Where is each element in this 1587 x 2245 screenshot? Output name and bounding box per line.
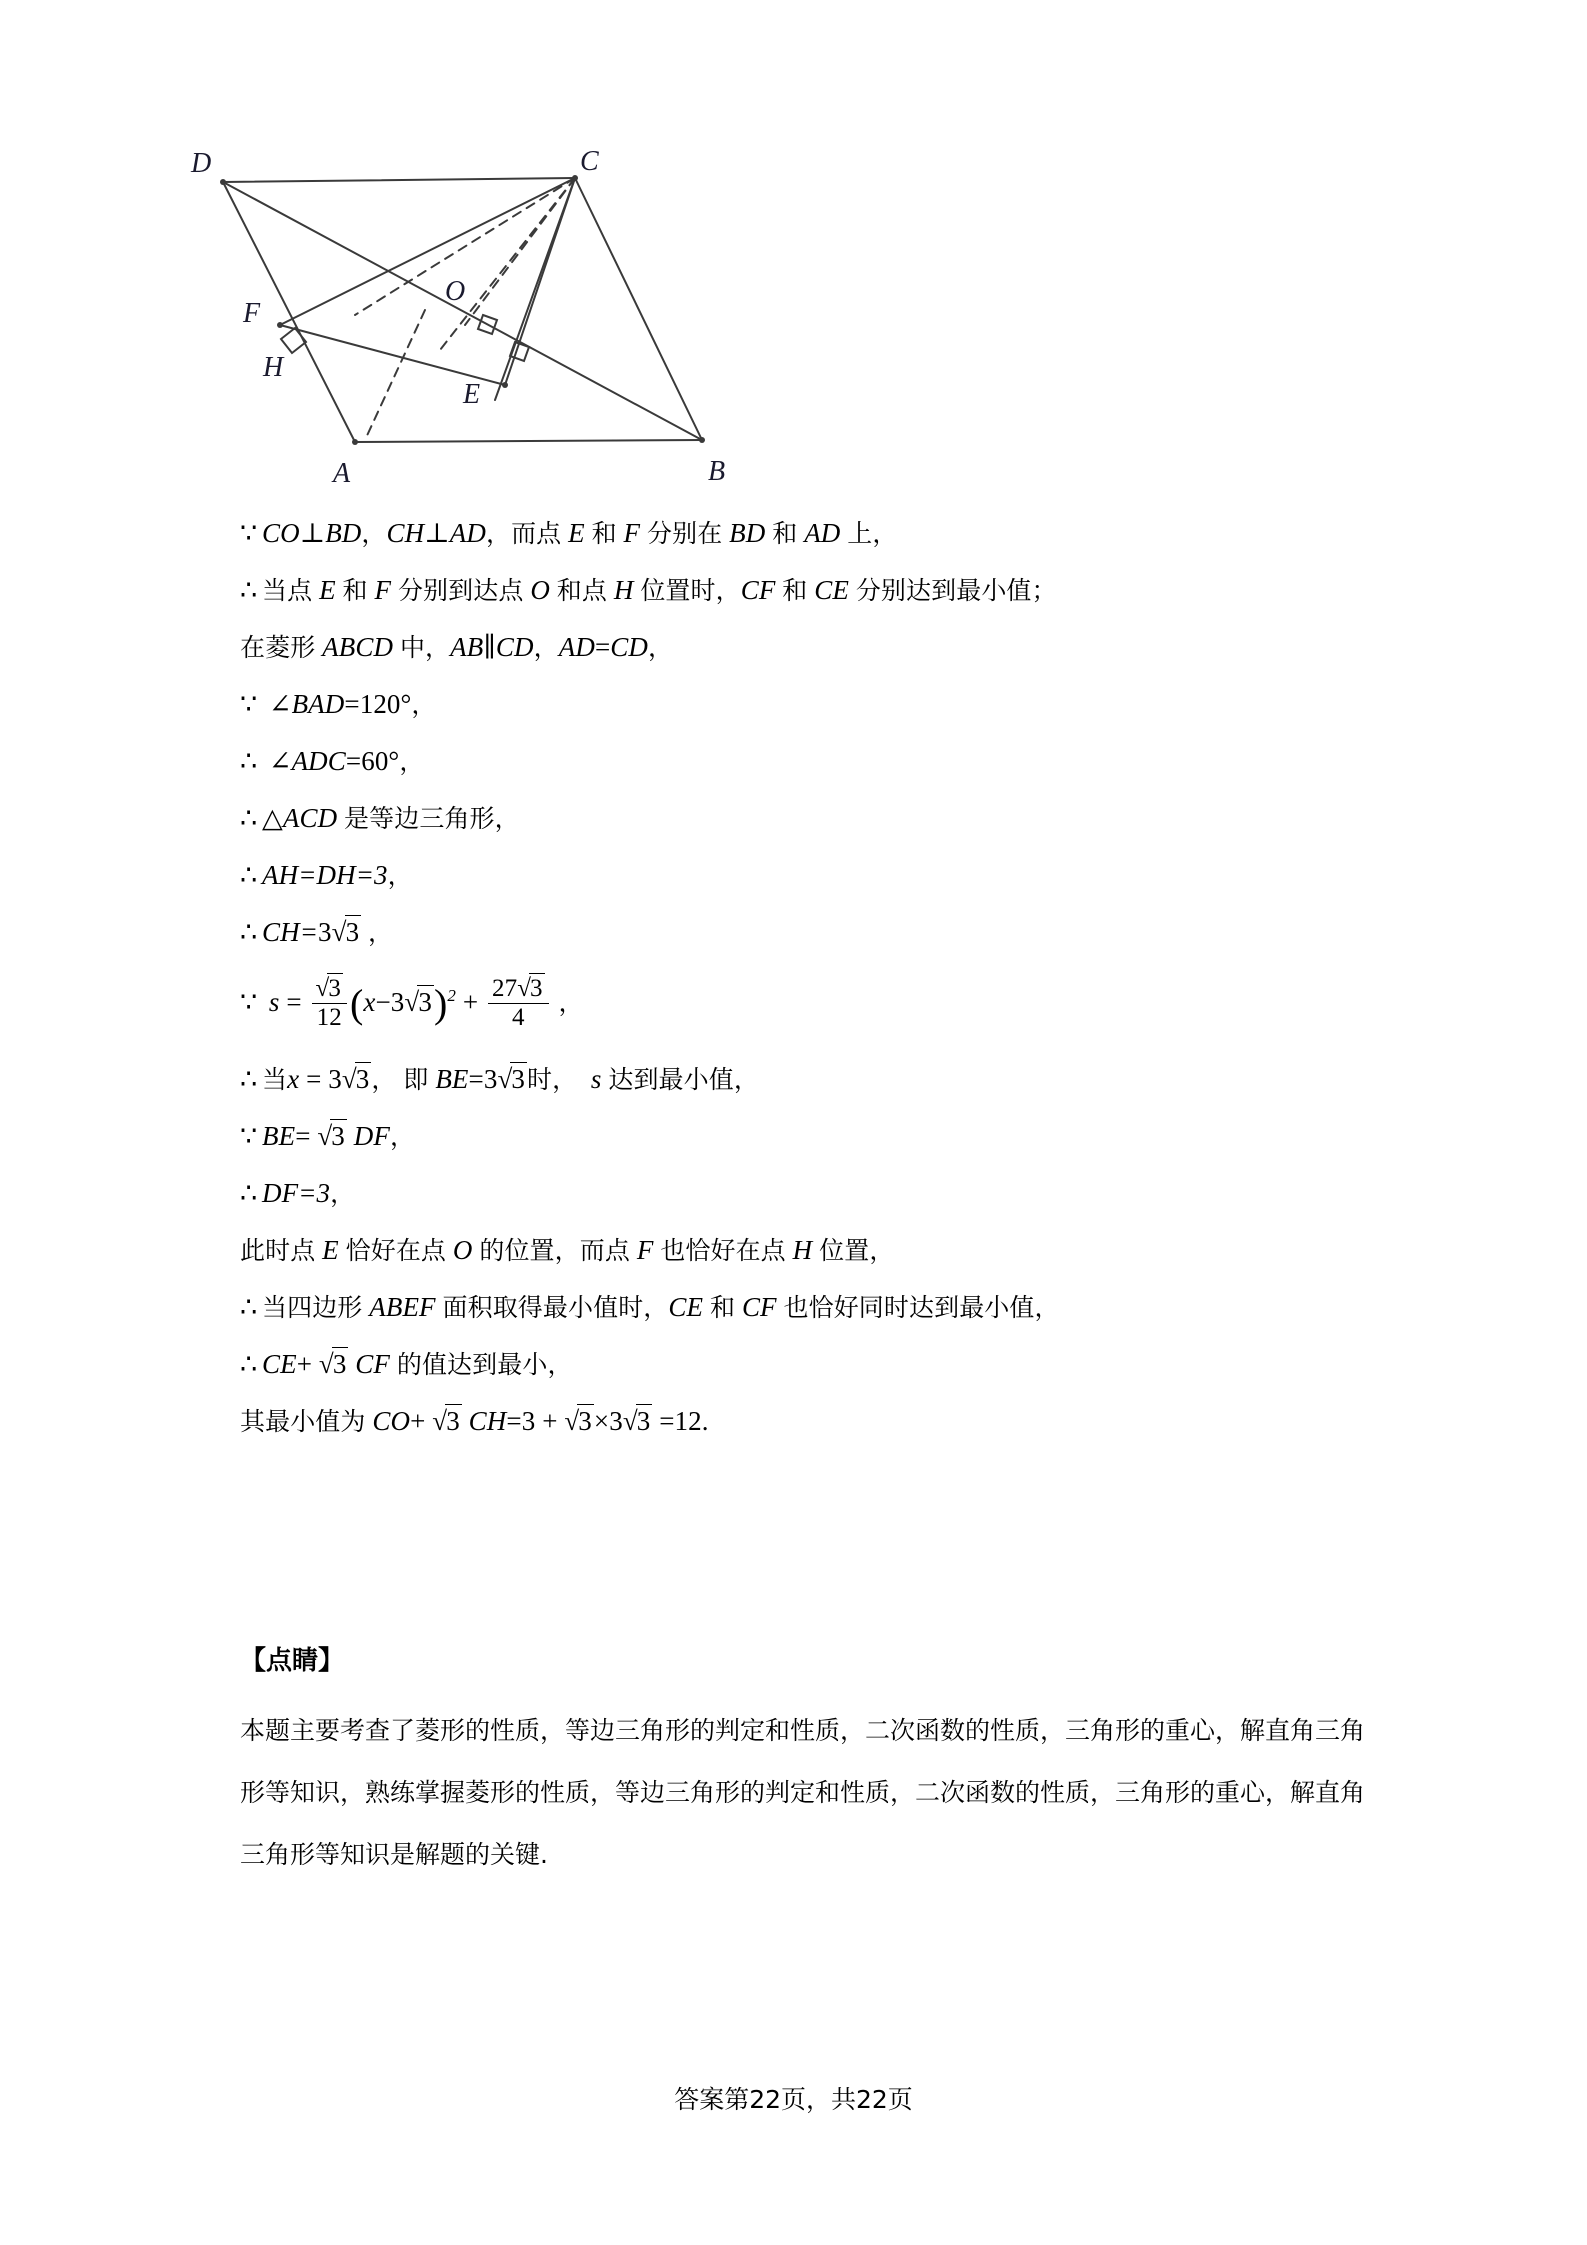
text-6: 和	[782, 576, 808, 605]
comma-1: ，	[533, 633, 559, 662]
fraction-numerator	[488, 976, 549, 1003]
triangle-ACD: ACD	[282, 803, 338, 833]
sqrt-3-num	[316, 976, 343, 1002]
variable-x: x	[287, 1063, 300, 1094]
because-symbol: ∵	[240, 518, 258, 548]
text-2: 和	[591, 519, 617, 548]
proof-line-5	[240, 748, 1350, 775]
radical-sign: √	[497, 1063, 513, 1094]
angle-symbol: ∠	[268, 689, 292, 719]
term-CF: CF	[355, 1348, 390, 1379]
text-2: 和	[342, 576, 368, 605]
text-2: 中，	[399, 633, 451, 662]
figure-label-D: D	[191, 150, 212, 179]
point-F: F	[374, 575, 392, 605]
text-3: 时，	[526, 1064, 578, 1094]
tips-body: 本题主要考查了菱形的性质，等边三角形的判定和性质，二次函数的性质，三角形的重心，解直角三角形等知识，熟练掌握菱形的性质，等边三角形的判定和性质，二次函数的性质，三角形的重心，解直角三角形等知识是解题的关键.	[240, 1716, 1366, 1869]
result-12: =12.	[659, 1405, 709, 1436]
term-BE: BE	[262, 1120, 296, 1151]
term-CH-equals: CH=	[262, 917, 319, 947]
proof-line-6	[240, 805, 1350, 832]
text-5: 上，	[847, 519, 898, 548]
radicand: 3	[355, 1063, 370, 1094]
radical-sign: √	[517, 975, 532, 1002]
variable-s: s	[268, 987, 280, 1018]
sqrt-3-inner	[404, 989, 434, 1016]
term-AD: AD	[449, 518, 486, 548]
proof-line-7	[240, 862, 1350, 889]
term-CD: CD	[495, 632, 534, 662]
text-4: 达到最小值，	[608, 1064, 759, 1094]
triangle-symbol: △	[262, 803, 283, 833]
sqrt-3-b	[497, 1063, 527, 1094]
comma: ，	[558, 988, 584, 1018]
fraction-denominator: 12	[312, 1003, 347, 1031]
text-1: 在菱形	[240, 633, 316, 662]
term-AD: AD	[558, 632, 595, 662]
plus-sign-1: +	[410, 1405, 426, 1436]
point-H: H	[613, 575, 634, 605]
point-E: E	[322, 1234, 339, 1265]
fraction-sqrt3-over-12	[312, 976, 347, 1032]
segment-DC	[223, 178, 575, 182]
text: 的值达到最小，	[396, 1349, 573, 1379]
term-CE: CE	[668, 1291, 704, 1322]
quad-ABEF: ABEF	[369, 1291, 436, 1322]
proof-line-2	[240, 577, 1350, 604]
comma-1: ，	[361, 519, 387, 548]
comma: ，	[387, 861, 413, 890]
text-4: 和点	[556, 576, 607, 605]
text-3: 的位置，而点	[479, 1235, 630, 1265]
term-AB: AB	[450, 632, 484, 662]
text: 是等边三角形，	[344, 804, 520, 833]
coefficient-3: 3	[328, 1063, 342, 1094]
equals: =	[286, 987, 302, 1018]
proof-line-10	[240, 1063, 1350, 1094]
text-1: 当	[262, 1064, 288, 1094]
term-AD-2: AD	[804, 518, 841, 548]
therefore-symbol: ∴	[240, 1291, 258, 1322]
comma: ，	[389, 1121, 416, 1151]
text-4: 也恰好在点	[660, 1235, 786, 1265]
text-7: 分别达到最小值；	[855, 576, 1057, 605]
because-symbol: ∵	[240, 1120, 258, 1151]
text-4: 和	[772, 519, 798, 548]
text-3: 和	[709, 1292, 736, 1322]
figure-label-B: B	[708, 456, 726, 487]
equals-3: =3	[506, 1405, 536, 1436]
proof-line-8	[240, 919, 1350, 946]
plus-sign: +	[462, 987, 479, 1018]
radicand: 3	[530, 975, 543, 1002]
term-CO: CO	[262, 518, 300, 548]
comma-2: ，	[485, 519, 512, 548]
term-BD-2: BD	[729, 518, 766, 548]
term-ABCD: ABCD	[322, 632, 394, 662]
point-E: E	[319, 575, 336, 605]
dashed-inner	[440, 178, 575, 350]
figure-label-E: E	[463, 379, 481, 410]
term-CH: CH	[386, 518, 425, 548]
term-CF: CF	[740, 575, 776, 605]
variable-x: x	[363, 987, 376, 1018]
page-footer: 答案第22页，共22页	[674, 2085, 913, 2114]
radical-sign: √	[317, 1120, 333, 1151]
because-symbol: ∵	[240, 689, 258, 719]
text-4: 也恰好同时达到最小值，	[783, 1292, 1060, 1322]
sqrt-3-num2	[517, 976, 544, 1002]
paren-close: )	[433, 981, 448, 1027]
term-BD: BD	[325, 518, 362, 548]
term-BE: BE	[435, 1063, 469, 1094]
proof-line-3	[240, 634, 1350, 661]
point-F: F	[623, 518, 641, 548]
figure-label-H: H	[263, 352, 284, 383]
coefficient: 3	[318, 917, 332, 947]
equals: =	[594, 632, 611, 662]
minus-sign: −	[375, 987, 391, 1018]
text-3: 分别在	[647, 519, 723, 548]
sqrt-3-b	[564, 1405, 594, 1436]
sqrt-3-a	[341, 1063, 372, 1094]
point-O: O	[452, 1234, 473, 1265]
fraction-denominator: 4	[488, 1003, 549, 1031]
proof-line-9-formula	[240, 976, 1350, 1032]
text-1: 当四边形	[262, 1292, 363, 1322]
radical-sign: √	[341, 1063, 357, 1094]
equals: =	[306, 1063, 322, 1094]
term-CE: CE	[814, 575, 849, 605]
sqrt-3	[332, 919, 362, 946]
variable-s: s	[590, 1063, 602, 1094]
segment-CB	[575, 178, 702, 440]
proof-line-1	[240, 520, 1350, 547]
radical-sign: √	[564, 1405, 580, 1436]
angle-ADC: ADC	[291, 746, 346, 776]
radical-sign: √	[331, 917, 347, 947]
comma-1: ，	[371, 1064, 397, 1094]
proof-line-11	[240, 1120, 1350, 1151]
equation-AH-DH: AH=DH=3	[262, 860, 388, 890]
therefore-symbol: ∴	[240, 575, 258, 605]
angle-symbol: ∠	[268, 746, 292, 776]
segment-BA	[355, 440, 702, 442]
text-3: 分别到达点	[397, 576, 524, 605]
plus-sign-2: +	[542, 1405, 558, 1436]
angle-ADC-value: =60°	[345, 746, 400, 776]
proof-body	[240, 520, 1350, 1465]
term-CH: CH	[468, 1405, 507, 1436]
comma: ，	[399, 747, 425, 776]
text-1: 而点	[511, 519, 562, 548]
fraction-27sqrt3-over-4	[488, 976, 549, 1032]
coefficient-27: 27	[492, 975, 518, 1002]
dashed-AO	[365, 310, 425, 440]
equals: =	[295, 1120, 311, 1151]
segment-FE	[280, 325, 505, 385]
radicand: 3	[636, 1405, 651, 1436]
radicand: 3	[418, 987, 432, 1018]
radical-sign: √	[318, 1348, 334, 1379]
radicand: 3	[578, 1405, 592, 1436]
plus-sign: +	[296, 1348, 313, 1379]
term-CE: CE	[262, 1348, 297, 1379]
text-1: 其最小值为	[240, 1406, 366, 1436]
proof-line-4	[240, 691, 1350, 718]
therefore-symbol: ∴	[240, 746, 258, 776]
proof-line-15	[240, 1348, 1350, 1379]
radicand: 3	[446, 1405, 460, 1436]
radical-sign: √	[622, 1405, 638, 1436]
radicand: 3	[331, 1120, 345, 1151]
because-symbol: ∵	[240, 987, 258, 1018]
sqrt-3-a	[432, 1405, 462, 1436]
proof-line-16	[240, 1405, 1350, 1436]
comma: ，	[411, 690, 437, 719]
comma-2: ，	[647, 633, 674, 662]
term-CD-2: CD	[610, 632, 648, 662]
term-DF: DF	[353, 1120, 390, 1151]
coefficient-3: 3	[390, 987, 405, 1018]
therefore-symbol: ∴	[240, 1177, 258, 1208]
therefore-symbol: ∴	[240, 860, 258, 890]
term-CF: CF	[741, 1291, 777, 1322]
point-F: F	[636, 1234, 654, 1265]
term-CO: CO	[372, 1405, 411, 1436]
fraction-numerator	[312, 976, 347, 1003]
figure-label-A: A	[333, 458, 351, 489]
proof-line-13	[240, 1234, 1350, 1265]
text-2: 面积取得最小值时，	[442, 1292, 669, 1322]
geometry-figure	[175, 150, 815, 500]
radical-sign: √	[404, 987, 420, 1018]
point-E: E	[568, 518, 585, 548]
equals-2: =	[468, 1063, 484, 1094]
tips-heading: 【点睛】	[240, 1646, 345, 1676]
perp-symbol-2: ⊥	[424, 518, 450, 548]
radical-sign: √	[315, 975, 330, 1002]
sqrt-3	[317, 1120, 347, 1151]
dashed-CH-upper	[465, 178, 575, 325]
therefore-symbol: ∴	[240, 803, 258, 833]
paren-open: (	[349, 981, 364, 1027]
sqrt-3	[318, 1348, 349, 1379]
parallel-symbol: ∥	[483, 632, 496, 662]
times-3: ×3	[593, 1405, 623, 1436]
angle-BAD: BAD	[291, 689, 345, 719]
equation-DF: DF=3	[262, 1177, 331, 1208]
perp-symbol-1: ⊥	[299, 518, 326, 548]
therefore-symbol: ∴	[240, 1063, 258, 1094]
therefore-symbol: ∴	[240, 917, 258, 947]
sqrt-3-c	[622, 1405, 653, 1436]
radical-sign: √	[432, 1405, 448, 1436]
comma: ，	[368, 918, 394, 947]
figure-label-F: F	[243, 298, 261, 329]
text-2: 恰好在点	[345, 1235, 447, 1265]
exponent-2: 2	[447, 986, 456, 1006]
radicand: 3	[511, 1063, 525, 1094]
therefore-symbol: ∴	[240, 1348, 258, 1379]
radicand: 3	[332, 1348, 347, 1379]
text-2: 即	[403, 1064, 429, 1094]
text-5: 位置，	[819, 1235, 895, 1265]
proof-line-14	[240, 1291, 1350, 1322]
point-O: O	[530, 575, 550, 605]
coefficient-3b: 3	[483, 1063, 498, 1094]
figure-label-O: O	[445, 276, 466, 307]
comma: ，	[330, 1178, 356, 1208]
angle-BAD-value: =120°	[344, 689, 412, 719]
radicand: 3	[345, 917, 360, 947]
text-1: 当点	[262, 576, 313, 605]
figure-label-C: C	[580, 150, 599, 177]
point-H: H	[792, 1234, 813, 1265]
text-1: 此时点	[240, 1235, 316, 1265]
proof-line-12	[240, 1177, 1350, 1208]
radicand: 3	[328, 975, 341, 1002]
text-5: 位置时，	[640, 576, 741, 605]
